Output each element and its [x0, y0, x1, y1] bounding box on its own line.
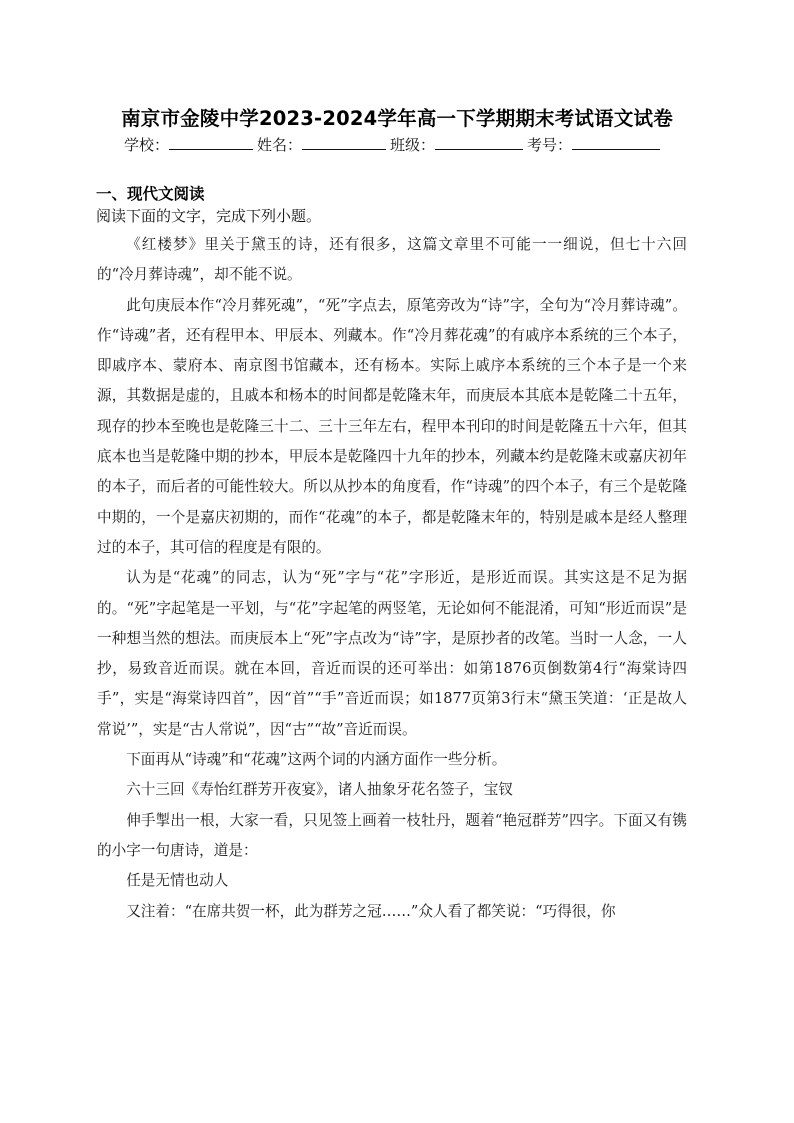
reading-passage	[97, 230, 687, 927]
name-label: 姓名：	[257, 136, 303, 154]
school-field	[124, 134, 257, 155]
passage-paragraph: 此句庚辰本作“冷月葬死魂”，“死”字点去，原笔旁改为“诗”字，全句为“冷月葬诗魂”。作“诗魂”者，还有程甲本、甲辰本、列藏本。作“冷月葬花魂”的有戚序本系统的三个本子，即戚序本、蒙府本、南京图书馆藏本，还有杨本。实际上戚序本系统的三个本子是一个来源，其数据是虚的，且戚本和杨本的时间都是乾隆末年，而庚辰本其底本是乾隆二十五年，现存的抄本至晚也是乾隆三十二、三十三年左右，程甲本刊印的时间是乾隆五十六年，但其底本也当是乾隆中期的抄本，甲辰本是乾隆四十九年的抄本，列藏本约是乾隆末或嘉庆初年的本子，而后者的可能性较大。所以从抄本的角度看，作“诗魂”的四个本子，有三个是乾隆中期的，一个是嘉庆初期的，而作“花魂”的本子，都是乾隆末年的，特别是戚本是经人整理过的本子，其可信的程度是有限的。	[97, 296, 687, 556]
class-field	[390, 134, 527, 155]
exam-title: 南京市金陵中学2023-2024学年高一下学期期末考试语文试卷	[121, 107, 673, 130]
exam-number-field	[527, 134, 664, 155]
passage-quote: 伸手掣出一根，大家一看，只见签上画着一枝牡丹，题着“艳冠群芳”四字。下面又有镌的小字一句唐诗，道是：	[97, 811, 687, 859]
passage-paragraph: 《红楼梦》里关于黛玉的诗，还有很多，这篇文章里不可能一一细说，但七十六回的“冷月葬诗魂”，却不能不说。	[97, 236, 687, 284]
school-label: 学校：	[124, 136, 170, 154]
passage-paragraph: 又注着：“在席共贺一杯，此为群芳之冠……”众人看了都笑说：“巧得很，你	[126, 902, 616, 920]
class-label: 班级：	[390, 136, 436, 154]
name-blank[interactable]	[302, 134, 386, 150]
section-heading: 一、现代文阅读	[96, 185, 205, 203]
passage-poem-line: 任是无情也动人	[126, 872, 229, 890]
reading-instruction: 阅读下面的文字，完成下列小题。	[96, 207, 322, 225]
passage-paragraph: 六十三回《寿怡红群芳开夜宴》，诸人抽象牙花名签子，宝钗	[126, 781, 513, 799]
class-blank[interactable]	[435, 134, 523, 150]
school-blank[interactable]	[169, 134, 253, 150]
student-info-line	[124, 134, 684, 158]
passage-paragraph: 认为是“花魂”的同志，认为“死”字与“花”字形近，是形近而误。其实这是不足为据的。“死”字起笔是一平划，与“花”字起笔的两竖笔，无论如何不能混淆，可知“形近而误”是一种想当然的想法。而庚辰本上“死”字点改为“诗”字，是原抄者的改笔。当时一人念，一人抄，易致音近而误。就在本回，音近而误的还可举出：如第1876页倒数第4行“海棠诗四手”，实是“海棠诗四首”，因“首”“手”音近而误；如1877页第3行末“黛玉笑道：‘正是故人常说’”，实是“古人常说”，因“古”“故”音近而误。	[97, 569, 687, 738]
exam-number-blank[interactable]	[572, 134, 660, 150]
exam-number-label: 考号：	[527, 136, 573, 154]
passage-paragraph: 下面再从“诗魂”和“花魂”这两个词的内涵方面作一些分析。	[126, 751, 507, 769]
name-field	[257, 134, 390, 155]
